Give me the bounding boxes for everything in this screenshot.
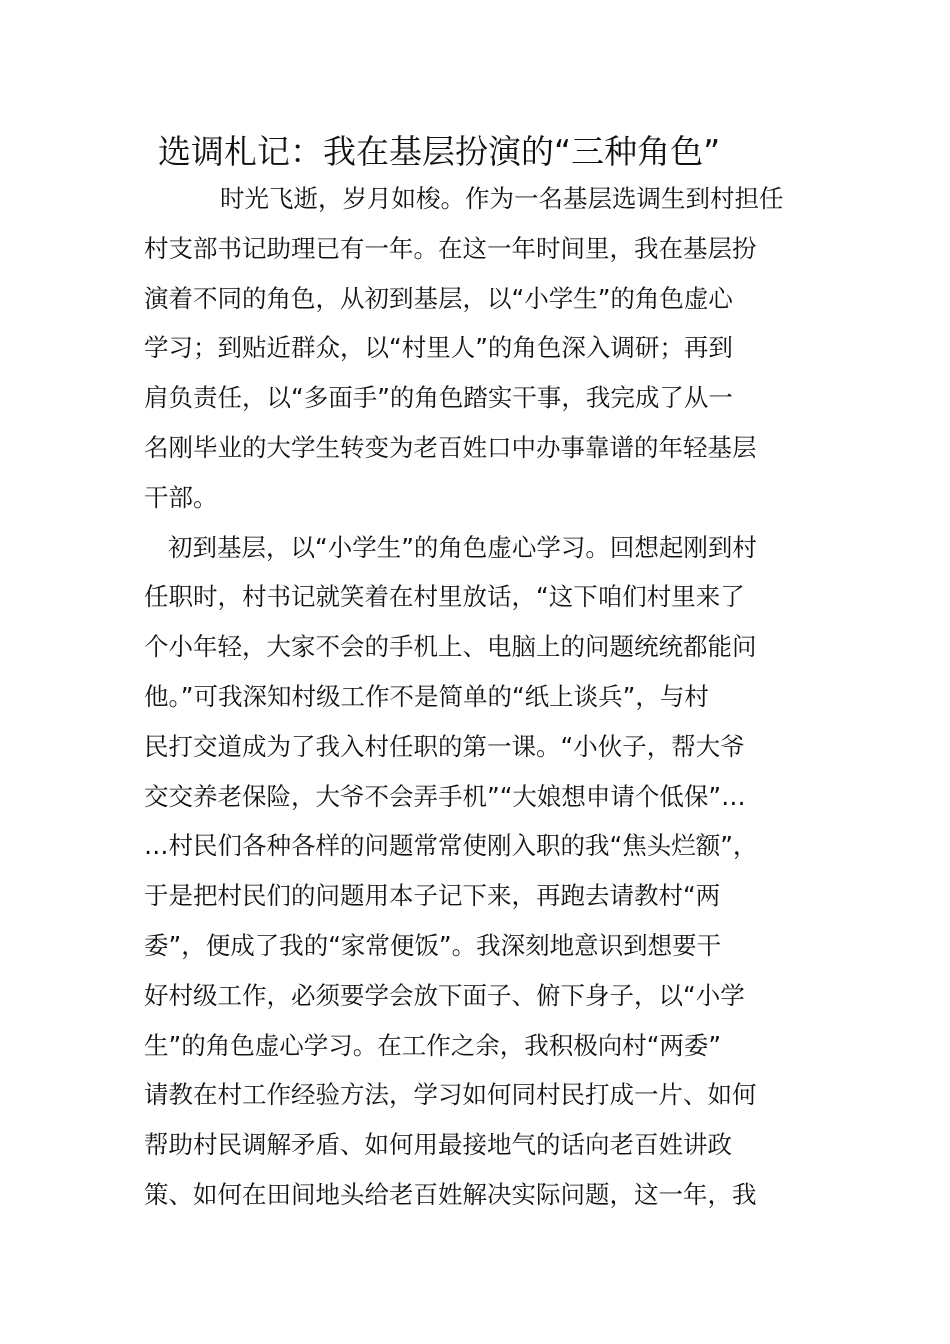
- text-line: 好村级工作，必须要学会放下面子、俯下身子，以“小学: [144, 980, 745, 1010]
- text-line: 生”的角色虚心学习。在工作之余，我积极向村“两委”: [144, 1030, 722, 1060]
- text-line: 委”，便成了我的“家常便饭”。我深刻地意识到想要干: [144, 930, 722, 960]
- text-line: …村民们各种各样的问题常常使刚入职的我“焦头烂额”，: [144, 831, 758, 861]
- text-line: 请教在村工作经验方法，学习如何同村民打成一片、如何: [144, 1080, 757, 1110]
- text-line: 个小年轻，大家不会的手机上、电脑上的问题统统都能问: [144, 632, 757, 662]
- text-line: 交交养老保险，大爷不会弄手机”“大娘想申请个低保”…: [144, 781, 746, 811]
- document-body: [144, 174, 808, 1220]
- text-line: 时光飞逝，岁月如梭。作为一名基层选调生到村担任: [220, 184, 784, 213]
- text-line: 名刚毕业的大学生转变为老百姓口中办事靠谱的年轻基层: [144, 432, 757, 462]
- text-line: 村支部书记助理已有一年。在这一年时间里，我在基层扮: [144, 233, 757, 263]
- text-line: 肩负责任，以“多面手”的角色踏实干事，我完成了从一: [144, 383, 733, 413]
- text-line: 干部。: [144, 482, 218, 512]
- document-title: 选调札记：我在基层扮演的“三种角色”: [158, 132, 721, 171]
- text-line: 初到基层，以“小学生”的角色虚心学习。回想起刚到村: [168, 532, 757, 562]
- text-line: 策、如何在田间地头给老百姓解决实际问题，这一年，我: [144, 1179, 757, 1209]
- text-line: 于是把村民们的问题用本子记下来，再跑去请教村“两: [144, 881, 721, 911]
- text-line: 他。”可我深知村级工作不是简单的“纸上谈兵”，与村: [144, 681, 709, 711]
- text-line: 学习；到贴近群众，以“村里人”的角色深入调研；再到: [144, 333, 733, 363]
- text-line: 民打交道成为了我入村任职的第一课。“小伙子，帮大爷: [144, 731, 745, 761]
- text-line: 演着不同的角色，从初到基层，以“小学生”的角色虚心: [144, 283, 733, 313]
- text-line: 任职时，村书记就笑着在村里放话，“这下咱们村里来了: [144, 582, 745, 612]
- text-line: 帮助村民调解矛盾、如何用最接地气的话向老百姓讲政: [144, 1130, 732, 1160]
